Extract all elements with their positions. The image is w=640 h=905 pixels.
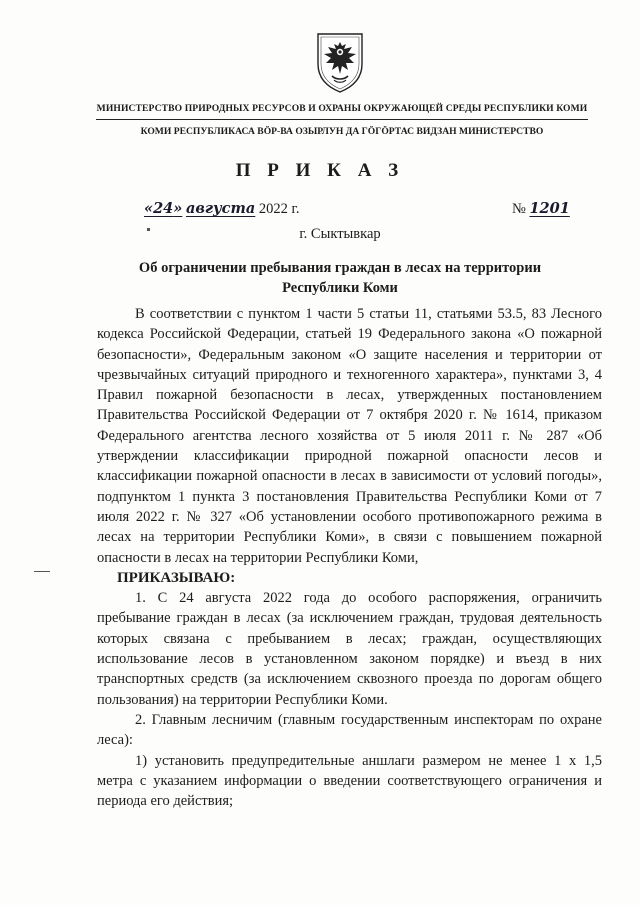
- coat-of-arms-emblem: [314, 30, 366, 94]
- order-item-2: 2. Главным лесничим (главным государственным инспекторам по охране леса):: [97, 711, 602, 749]
- document-title: П Р И К А З: [235, 160, 405, 181]
- date-month: августа: [185, 200, 256, 217]
- order-body: [97, 304, 602, 811]
- number-prefix: №: [512, 201, 526, 217]
- number-value: 1201: [529, 200, 570, 217]
- ministry-name-komi: КОМИ РЕСПУБЛИКАСА ВӦР-ВА ОЗЫРЛУН ДА ГӦГӦРТАС ВИДЗАН МИНИСТЕРСТВО: [140, 126, 544, 137]
- order-date: [144, 200, 299, 218]
- order-number: [512, 200, 570, 218]
- date-open-quote: «: [144, 200, 154, 217]
- city: г. Сыктывкар: [299, 226, 381, 242]
- date-day: 24: [153, 200, 174, 217]
- order-subject: Об ограничении пребывания граждан в лесах на территории Республики Коми: [138, 260, 542, 296]
- scan-speck: [34, 571, 50, 572]
- preamble-paragraph: В соответствии с пунктом 1 части 5 статьи 11, статьями 53.5, 83 Лесного кодекса Российской Федерации, статьей 19 Федерального закона «О пожарной безопасности», Федеральным законом «О защите населения и территории от чрезвычайных ситуаций природного и техногенного характера», пунктами 3, 4 Правил пожарной безопасности в лесах, утвержденных постановлением Правительства Российской Федерации от 7 октября 2020 г. № 1614, приказом Федерального агентства лесного хозяйства от 5 июля 2011 г. № 287 «Об утверждении классификации природной пожарной опасности лесов и классификации пожарной опасности в лесах в зависимости от условий погоды», подпунктом 1 пункта 3 постановления Правительства Республики Коми от 7 июля 2022 г. № 327 «Об установлении особого противопожарного режима в лесах на территории Республики Коми», в связи с повышением пожарной опасности в лесах на территории Республики Коми,: [97, 306, 602, 566]
- date-year: 2022 г.: [258, 201, 300, 217]
- order-item-2-1: 1) установить предупредительные аншлаги размером не менее 1 x 1,5 метра с указанием информации о введении соответствующего ограничения и периода его действия;: [97, 752, 602, 810]
- ministry-name-russian: МИНИСТЕРСТВО ПРИРОДНЫХ РЕСУРСОВ И ОХРАНЫ ОКРУЖАЮЩЕЙ СРЕДЫ РЕСПУБЛИКИ КОМИ: [96, 103, 588, 114]
- date-close-quote: »: [173, 200, 183, 217]
- order-word: ПРИКАЗЫВАЮ:: [117, 569, 236, 586]
- order-item-1: 1. С 24 августа 2022 года до особого распоряжения, ограничить пребывание граждан в лесах (за исключением граждан, трудовая деятельность которых связана с пребыванием в лесах; граждан, осуществляющих использование лесов в установленном законом порядке) и въезд в них транспортных средств (за исключением сквозного проезда по дорогам общего пользования) на территории Республики Коми.: [97, 590, 602, 708]
- scan-speck: [147, 228, 150, 231]
- header-rule: [96, 119, 588, 120]
